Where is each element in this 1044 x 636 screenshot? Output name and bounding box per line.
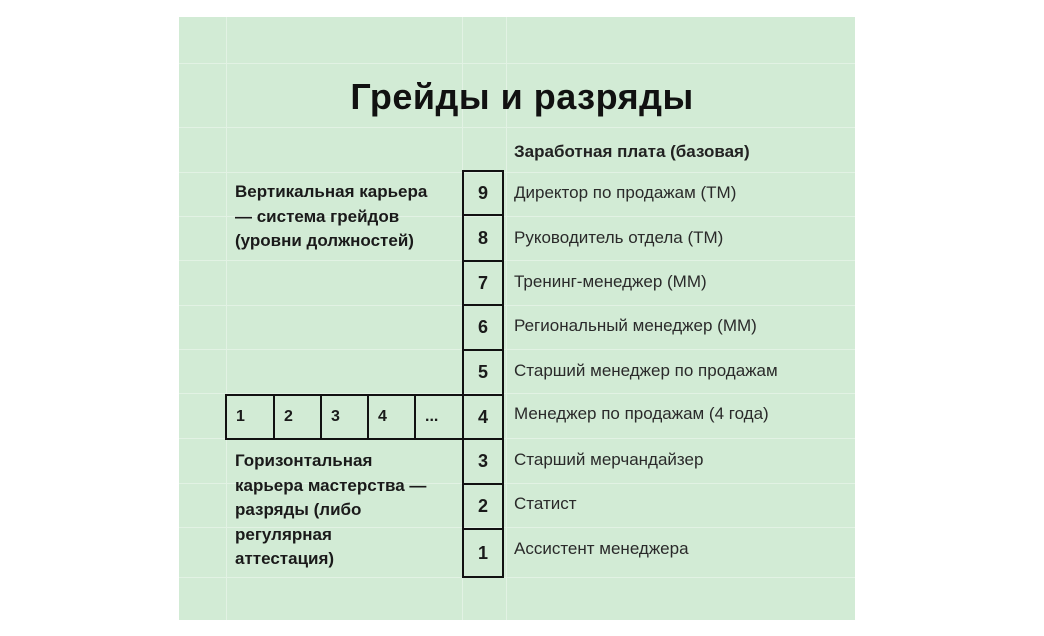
rank-box-1: 1 <box>225 394 275 440</box>
position-label-8: Руководитель отдела (ТМ) <box>514 228 724 247</box>
position-label-6: Региональный менеджер (ММ) <box>514 316 757 335</box>
horizontal-label-line: карьера мастерства — <box>235 475 427 495</box>
position-label-5: Старший менеджер по продажам <box>514 361 778 380</box>
position-label-3: Старший мерчандайзер <box>514 450 704 469</box>
grade-box-3: 3 <box>462 438 504 485</box>
horizontal-label-line: Горизонтальная <box>235 451 373 470</box>
rank-box-ellipsis: ... <box>414 394 464 440</box>
grade-box-4: 4 <box>462 394 504 440</box>
position-label-4: Менеджер по продажам (4 года) <box>514 404 769 423</box>
grade-box-2: 2 <box>462 483 504 530</box>
grade-box-5: 5 <box>462 349 504 396</box>
rank-box-2: 2 <box>273 394 322 440</box>
grade-box-8: 8 <box>462 214 504 262</box>
grade-box-9: 9 <box>462 170 504 216</box>
rank-box-4: 4 <box>367 394 416 440</box>
vertical-career-label <box>235 180 463 254</box>
rank-box-3: 3 <box>320 394 369 440</box>
vertical-label-line: (уровни должностей) <box>235 231 414 250</box>
grade-box-6: 6 <box>462 304 504 351</box>
salary-column-header: Заработная плата (базовая) <box>514 142 750 161</box>
grade-box-1: 1 <box>462 528 504 578</box>
horizontal-label-line: аттестация) <box>235 549 335 568</box>
vertical-label-line: Вертикальная карьера <box>235 182 428 201</box>
position-label-9: Директор по продажам (ТМ) <box>514 183 737 202</box>
horizontal-career-label <box>235 449 457 572</box>
position-label-2: Статист <box>514 494 577 513</box>
horizontal-label-line: регулярная <box>235 524 332 544</box>
horizontal-label-line: разряды (либо <box>235 500 362 519</box>
page-title: Грейды и разряды <box>350 76 694 117</box>
position-label-7: Тренинг-менеджер (ММ) <box>514 272 707 291</box>
position-label-1: Ассистент менеджера <box>514 539 689 558</box>
grade-box-7: 7 <box>462 260 504 306</box>
vertical-label-line: — система грейдов <box>235 206 400 226</box>
